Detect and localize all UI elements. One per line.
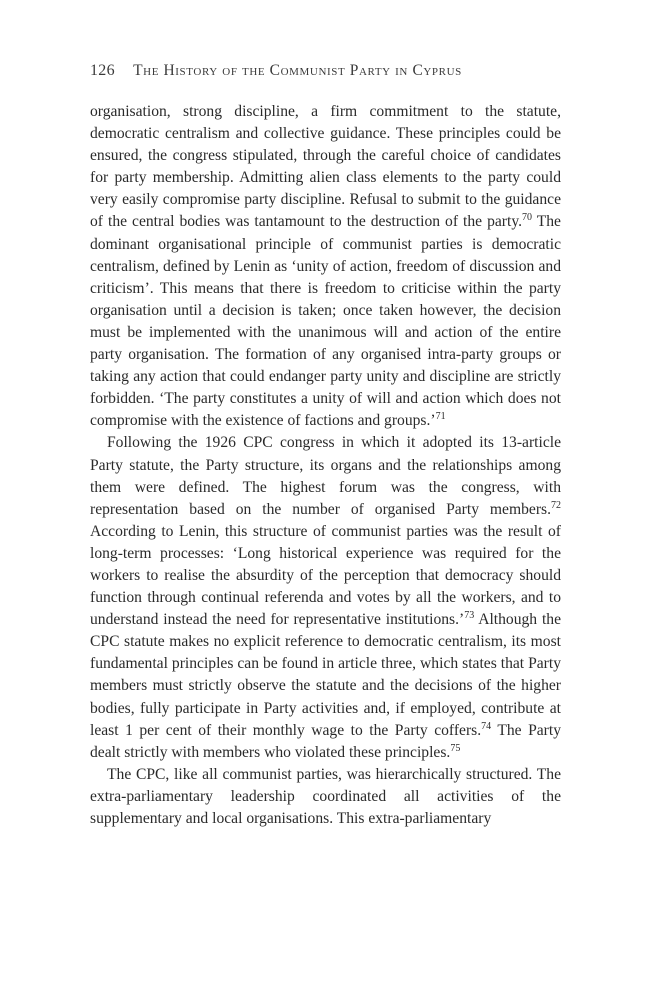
running-title: The History of the Communist Party in Cyprus — [133, 62, 462, 79]
paragraph — [90, 101, 561, 432]
paragraph-text: The Party dealt strictly with members who violated these principles. — [90, 721, 561, 761]
footnote-reference: 73 — [464, 610, 475, 622]
footnote-reference: 72 — [551, 499, 561, 511]
paragraph-text: Following the 1926 CPC congress in which it adopted its 13-article Party statute, the Party structure, its organs and the relationships among them were defined. The highest forum was the congress, with representation based on the number of organised Party members. — [90, 434, 561, 518]
footnote-reference: 71 — [435, 411, 446, 423]
paragraph-text: According to Lenin, this structure of communist parties was the result of long-term processes: ‘Long historical experience was required for the workers to realise the absurdity of the perception that democracy should function through continual referenda and votes by all the workers, and to understand instead the need for representative institutions.’ — [90, 522, 561, 629]
paragraph-text: The dominant organisational principle of communist parties is democratic centralism, defined by Lenin as ‘unity of action, freedom of discussion and criticism’. This means that there is freedom to criticise within the party organisation until a decision is taken; once taken however, the decision must be implemented with the unanimous will and action of the entire party organisation. The formation of any organised intra-party groups or taking any action that could endanger party unity and discipline are strictly forbidden. ‘The party constitutes a unity of will and action which does not compromise with the existence of factions and groups.’ — [90, 213, 561, 430]
paragraph — [90, 764, 561, 830]
paragraph-text: organisation, strong discipline, a firm commitment to the statute, democratic centralism and collective guidance. These principles could be ensured, the congress stipulated, through the careful choice of candidates for party membership. Admitting alien class elements to the party could very easily compromise party discipline. Refusal to submit to the guidance of the central bodies was tantamount to the destruction of the party. — [90, 103, 561, 231]
footnote-reference: 74 — [481, 720, 492, 732]
paragraph-text: The CPC, like all communist parties, was hierarchically structured. The extra-parliamentary leadership coordinated all activities of the supplementary and local organisations. This extra-parliamentary — [90, 765, 561, 827]
footnote-reference: 70 — [522, 212, 533, 224]
page-number: 126 — [90, 62, 115, 79]
paragraph-text: Although the CPC statute makes no explicit reference to democratic centralism, its most fundamental principles can be found in article three, which states that Party members must strictly observe the statute and the decisions of the higher bodies, fully participate in Party activities and, if employed, contribute at least 1 per cent of their monthly wage to the Party coffers. — [90, 611, 561, 739]
body-text — [90, 101, 561, 830]
running-header — [90, 62, 570, 80]
paragraph — [90, 432, 561, 763]
footnote-reference: 75 — [450, 742, 461, 754]
